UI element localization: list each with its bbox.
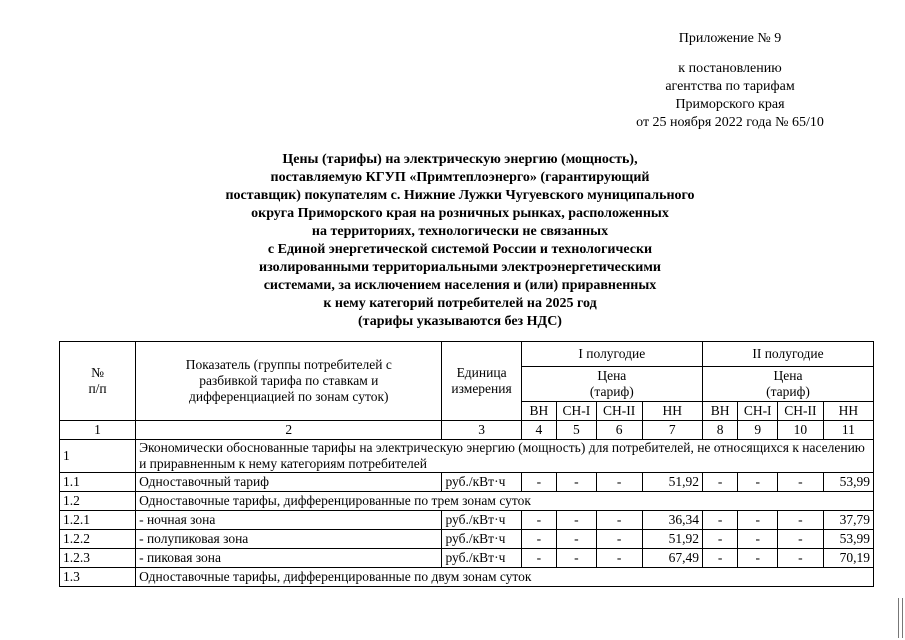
tariff-value: - [557,530,597,549]
header-level: ВН [521,402,556,421]
title-line: поставляемую КГУП «Примтеплоэнерго» (гарантирующий [270,170,650,185]
header-level: СН-I [557,402,597,421]
column-number: 11 [823,421,873,440]
row-number: 1.2 [60,492,136,511]
section-row [60,492,874,511]
header-price-1 [521,367,702,402]
row-unit: руб./кВт·ч [442,473,521,492]
document-title [180,151,740,331]
row-number: 1 [60,440,136,473]
tariff-value: - [521,530,556,549]
tariff-value: - [596,511,642,530]
tariff-value: - [596,530,642,549]
row-number: 1.2.2 [60,530,136,549]
tariff-value: 51,92 [642,473,702,492]
appendix-line: от 25 ноября 2022 года № 65/10 [636,115,824,130]
tariff-value: - [557,511,597,530]
tariff-value: - [738,530,778,549]
section-row [60,440,874,473]
tariff-value: - [777,530,823,549]
row-indicator: - пиковая зона [136,549,442,568]
column-number: 5 [557,421,597,440]
tariff-value: - [738,473,778,492]
title-line: с Единой энергетической системой России и технологически [267,242,653,257]
row-indicator: Одноставочный тариф [136,473,442,492]
tariff-value: - [521,511,556,530]
tariff-value: - [557,473,597,492]
header-num: № п/п [60,342,136,421]
tariff-value: 36,34 [642,511,702,530]
appendix-number: Приложение № 9 [678,31,782,46]
column-number: 7 [642,421,702,440]
header-price-label: Цена [597,368,627,383]
row-unit: руб./кВт·ч [442,549,521,568]
tariff-value: - [521,473,556,492]
column-number: 3 [442,421,521,440]
tariff-value: - [596,549,642,568]
title-line: (тарифы указываются без НДС) [358,314,562,329]
row-unit: руб./кВт·ч [442,530,521,549]
header-indicator: Показатель (группы потребителей с разбивкой тарифа по ставкам и дифференциацией по зонам суток) [136,342,442,421]
header-tariff-label: (тариф) [766,384,810,399]
title-line: округа Приморского края на розничных рынках, расположенных [251,206,669,221]
row-indicator: - ночная зона [136,511,442,530]
tariff-value: - [777,511,823,530]
column-number: 1 [60,421,136,440]
tariff-value: - [738,511,778,530]
header-level: ВН [702,402,737,421]
tariff-table [59,341,874,587]
section-row [60,568,874,587]
column-number: 2 [136,421,442,440]
table-row [60,530,874,549]
tariff-value: 70,19 [823,549,873,568]
table-row [60,549,874,568]
header-level: СН-II [777,402,823,421]
header-price-2 [702,367,873,402]
header-level: СН-I [738,402,778,421]
header-price-label: Цена [773,368,803,383]
header-half-2: II полугодие [702,342,873,367]
tariff-value: 51,92 [642,530,702,549]
tariff-value: 53,99 [823,530,873,549]
tariff-value: 67,49 [642,549,702,568]
header-level: НН [642,402,702,421]
tariff-value: 53,99 [823,473,873,492]
row-number: 1.1 [60,473,136,492]
tariff-value: - [702,549,737,568]
title-line: поставщик) покупателям с. Нижние Лужки Чугуевского муниципального [225,188,695,203]
tariff-value: - [596,473,642,492]
appendix-block [560,30,900,132]
header-level: НН [823,402,873,421]
appendix-line: Приморского края [675,97,785,112]
section-title: Одноставочные тарифы, дифференцированные по трем зонам суток [136,492,874,511]
tariff-value: - [557,549,597,568]
title-line: изолированными территориальными электроэнергетическими [259,260,661,275]
title-line: Цены (тарифы) на электрическую энергию (мощность), [282,152,638,167]
tariff-value: - [521,549,556,568]
table-row [60,511,874,530]
row-number: 1.3 [60,568,136,587]
header-half-1: I полугодие [521,342,702,367]
tariff-value: 37,79 [823,511,873,530]
tariff-value: - [777,473,823,492]
title-line: к нему категорий потребителей на 2025 год [323,296,597,311]
scrollbar[interactable] [898,598,903,638]
column-number: 4 [521,421,556,440]
title-line: на территориях, технологически не связанных [311,224,609,239]
header-unit: Единица измерения [442,342,521,421]
row-indicator: - полупиковая зона [136,530,442,549]
column-number: 6 [596,421,642,440]
tariff-value: - [702,530,737,549]
section-title: Одноставочные тарифы, дифференцированные по двум зонам суток [136,568,874,587]
title-line: системами, за исключением населения и (или) приравненных [263,278,657,293]
column-number: 8 [702,421,737,440]
tariff-value: - [738,549,778,568]
tariff-value: - [777,549,823,568]
column-number: 9 [738,421,778,440]
row-unit: руб./кВт·ч [442,511,521,530]
column-number-row [60,421,874,440]
header-level: СН-II [596,402,642,421]
header-tariff-label: (тариф) [589,384,634,399]
section-title: Экономически обоснованные тарифы на электрическую энергию (мощность) для потребителей, не относящихся к населению и приравненным к нему категориям потребителей [136,440,874,473]
row-number: 1.2.3 [60,549,136,568]
appendix-line: к постановлению [678,61,782,76]
appendix-line: агентства по тарифам [665,79,795,94]
tariff-value: - [702,473,737,492]
tariff-value: - [702,511,737,530]
table-row [60,473,874,492]
row-number: 1.2.1 [60,511,136,530]
column-number: 10 [777,421,823,440]
